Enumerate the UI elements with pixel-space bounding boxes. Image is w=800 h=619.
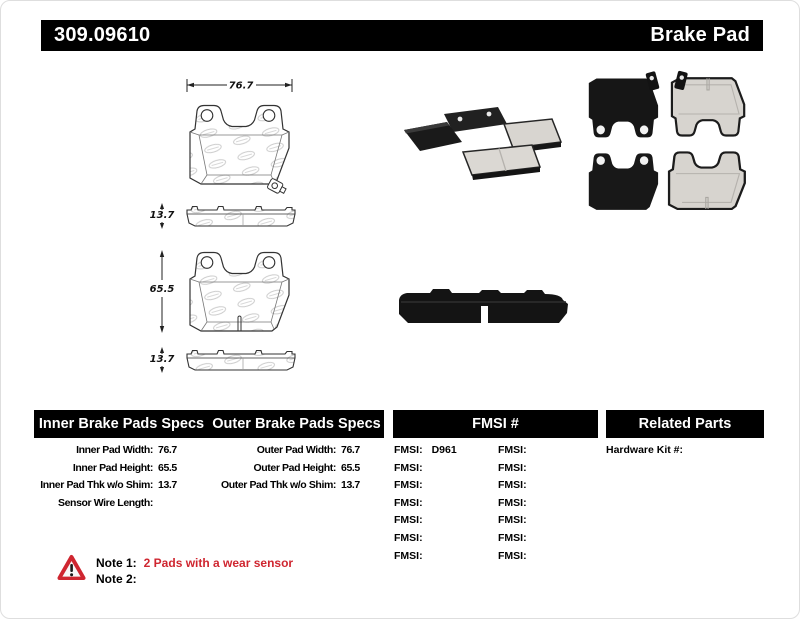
table-row xyxy=(214,477,360,495)
table-row xyxy=(394,512,457,530)
related-parts-header-bar xyxy=(606,410,764,438)
pad-side-profile-top-drawing xyxy=(150,203,295,229)
fmsi-label: FMSI: xyxy=(394,549,423,562)
related-parts-table xyxy=(606,442,692,460)
dim-label-thickness-bottom: 13.7 xyxy=(149,354,175,365)
table-row xyxy=(498,495,536,513)
table-row xyxy=(214,442,360,460)
fmsi-column-1 xyxy=(394,442,457,565)
fmsi-label: FMSI: xyxy=(394,531,423,544)
table-row xyxy=(606,442,692,460)
pad-front-view-drawing xyxy=(150,250,289,333)
spec-label: Outer Pad Thk w/o Shim: xyxy=(220,479,336,492)
fmsi-label: FMSI: xyxy=(498,549,527,562)
fmsi-label: FMSI: xyxy=(498,479,527,492)
product-photo-profile xyxy=(399,289,568,324)
fmsi-label: FMSI: xyxy=(394,444,423,456)
fmsi-header-bar xyxy=(393,410,598,438)
table-row xyxy=(31,442,177,460)
table-row xyxy=(394,477,457,495)
spec-value: 13.7 xyxy=(158,479,177,492)
pad-back-view-drawing xyxy=(187,79,292,196)
table-row xyxy=(498,548,536,566)
note-2-label: Note 2: xyxy=(96,571,137,586)
spec-label: Outer Pad Height: xyxy=(253,461,336,474)
product-photo-angled xyxy=(404,107,561,180)
fmsi-label: FMSI: xyxy=(394,479,423,492)
table-row xyxy=(394,530,457,548)
fmsi-label: FMSI: xyxy=(394,496,423,509)
spec-value: 65.5 xyxy=(158,461,177,474)
spec-value: 76.7 xyxy=(341,444,360,456)
related-label: Hardware Kit #: xyxy=(606,444,684,456)
fmsi-label: FMSI: xyxy=(394,514,423,527)
table-row xyxy=(31,477,177,495)
note-1-text: 2 Pads with a wear sensor xyxy=(143,556,294,570)
table-row xyxy=(498,460,536,478)
fmsi-label: FMSI: xyxy=(498,514,527,527)
dim-label-thickness-top: 13.7 xyxy=(149,210,175,221)
fmsi-label: FMSI: xyxy=(498,461,527,474)
related-parts-header: Related Parts xyxy=(638,416,732,432)
spec-label: Outer Pad Width: xyxy=(256,444,336,456)
fmsi-header: FMSI # xyxy=(472,416,519,432)
fmsi-label: FMSI: xyxy=(498,444,527,456)
warning-icon xyxy=(60,557,84,578)
table-row xyxy=(31,460,177,478)
fmsi-label: FMSI: xyxy=(394,461,423,474)
product-photo-grid xyxy=(589,71,745,210)
spec-value: 13.7 xyxy=(341,479,360,492)
pads-specs-header-bar xyxy=(34,410,384,438)
outer-specs-header: Outer Brake Pads Specs xyxy=(212,416,381,432)
spec-value: 76.7 xyxy=(158,444,177,456)
outer-specs-table xyxy=(214,442,360,495)
spec-value: 65.5 xyxy=(341,461,360,474)
dim-label-height: 65.5 xyxy=(149,284,175,295)
spec-label: Inner Pad Height: xyxy=(72,461,153,474)
table-row xyxy=(394,495,457,513)
inner-specs-table xyxy=(31,442,177,512)
table-row xyxy=(394,460,457,478)
note-2 xyxy=(96,572,293,588)
page-title: Brake Pad xyxy=(650,24,750,46)
part-number: 309.09610 xyxy=(54,24,151,46)
notes-block xyxy=(96,556,293,587)
table-row xyxy=(394,442,457,460)
table-row xyxy=(498,512,536,530)
fmsi-label: FMSI: xyxy=(498,531,527,544)
spec-label: Inner Pad Width: xyxy=(76,444,153,456)
note-1 xyxy=(96,556,293,572)
fmsi-label: FMSI: xyxy=(498,496,527,509)
table-row xyxy=(31,495,177,513)
table-row xyxy=(498,530,536,548)
spec-label: Inner Pad Thk w/o Shim: xyxy=(40,479,153,492)
fmsi-column-2 xyxy=(498,442,536,565)
table-row xyxy=(394,548,457,566)
table-row xyxy=(498,442,536,460)
spec-label: Sensor Wire Length: xyxy=(58,496,153,509)
fmsi-value: D961 xyxy=(431,444,457,456)
note-1-label: Note 1: xyxy=(96,556,137,570)
table-row xyxy=(498,477,536,495)
pad-side-profile-bottom-drawing xyxy=(150,347,295,373)
inner-specs-header: Inner Brake Pads Specs xyxy=(38,416,205,432)
dim-label-width: 76.7 xyxy=(228,80,254,92)
table-row xyxy=(214,460,360,478)
